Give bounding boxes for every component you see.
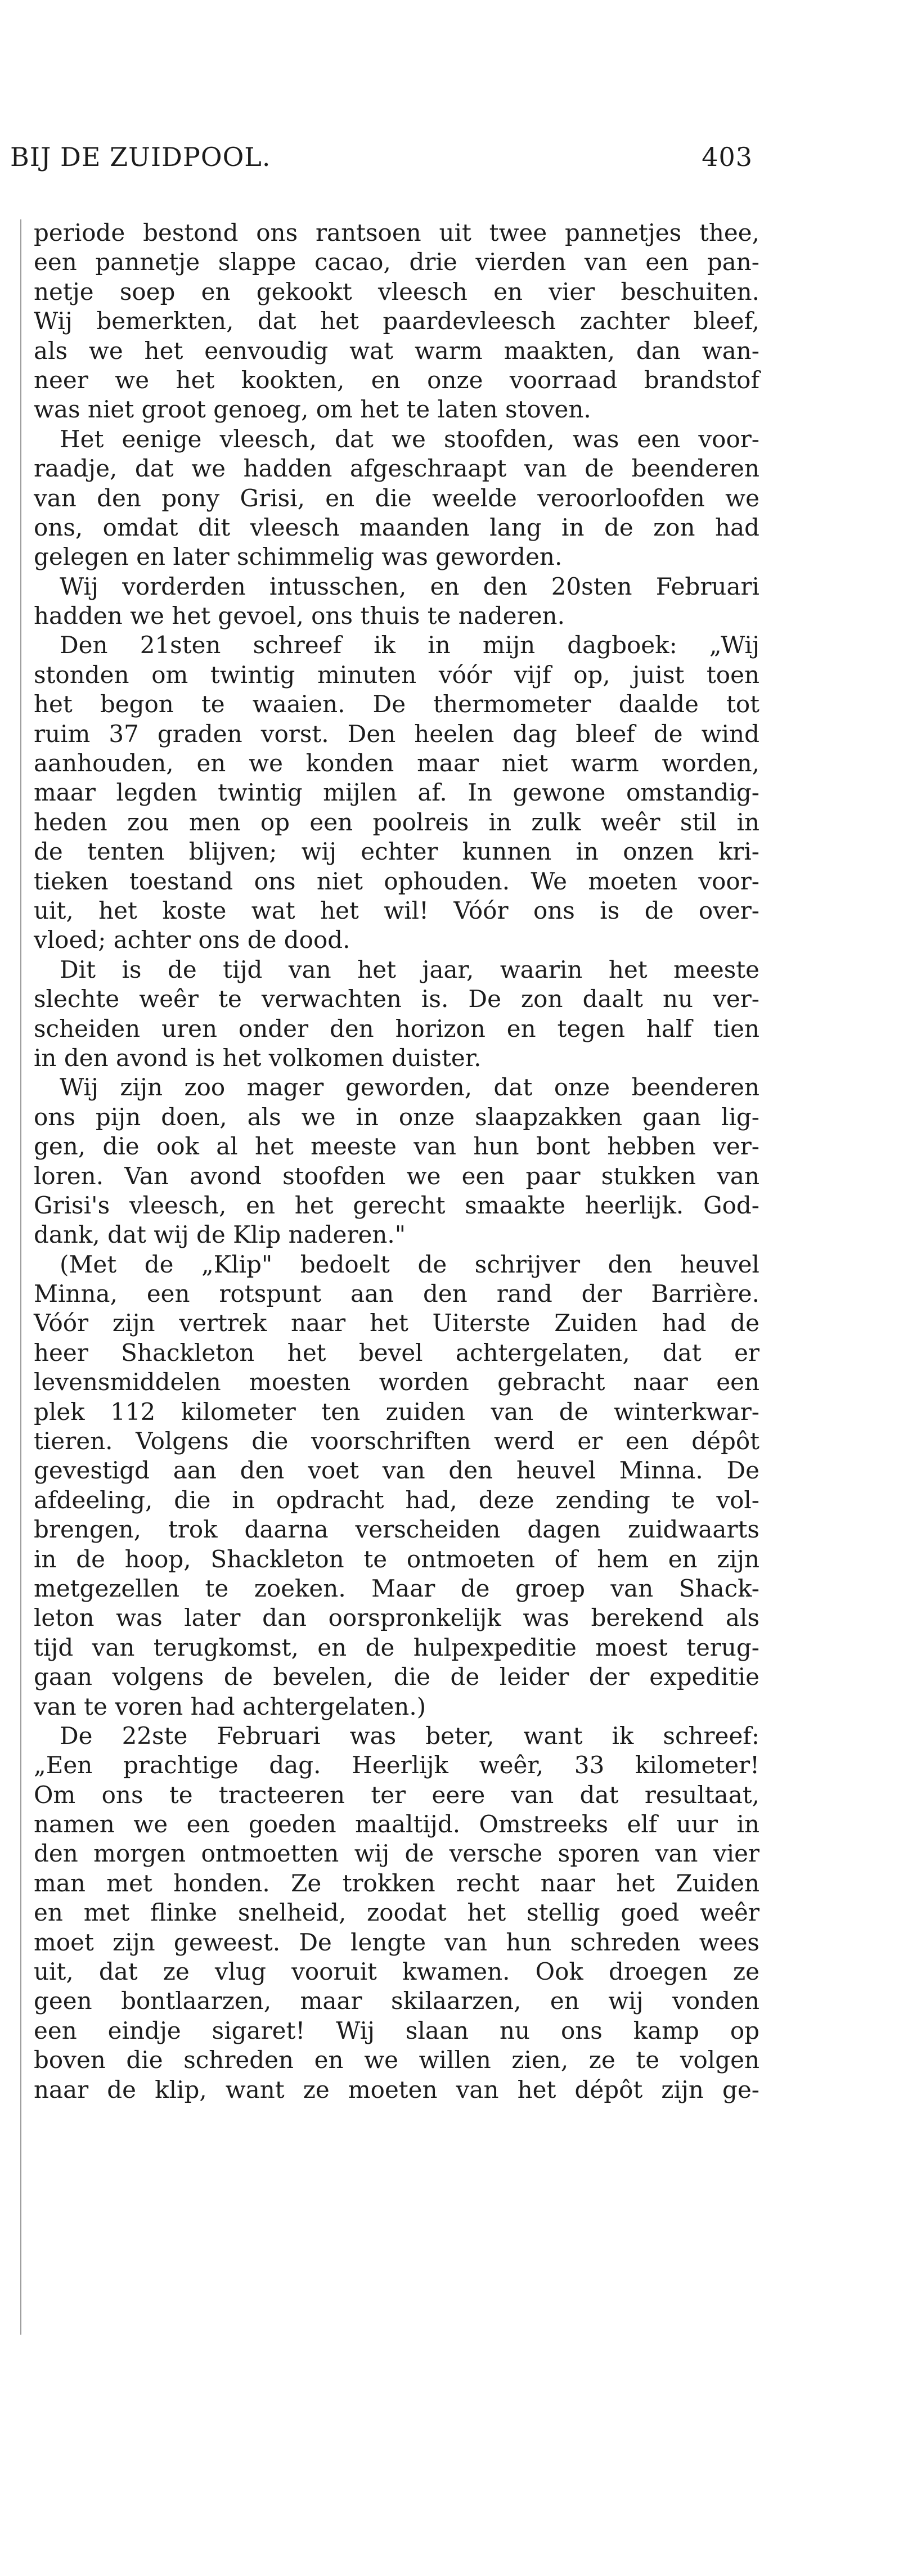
- text-line: den morgen ontmoetten wij de versche sporen van vier: [34, 1840, 759, 1868]
- text-line: namen we een goeden maaltijd. Omstreeks elf uur in: [34, 1810, 759, 1838]
- text-line: leton was later dan oorspronkelijk was berekend als: [34, 1604, 759, 1632]
- text-line: heer Shackleton het bevel achtergelaten, dat er: [34, 1338, 759, 1366]
- text-line: de tenten blijven; wij echter kunnen in onzen kri-: [34, 838, 759, 866]
- text-line: stonden om twintig minuten vóór vijf op, juist toen: [34, 660, 759, 689]
- text-line: vloed; achter ons de dood.: [34, 926, 350, 954]
- text-line: in de hoop, Shackleton te ontmoeten of hem en zijn: [34, 1545, 759, 1573]
- text-line: dank, dat wij de Klip naderen.": [34, 1221, 406, 1249]
- text-line: Om ons te tracteeren ter eere van dat resultaat,: [34, 1781, 759, 1809]
- text-line: van den pony Grisi, en die weelde veroorloofden we: [34, 484, 759, 512]
- page-number: 403: [702, 142, 753, 172]
- text-line: levensmiddelen moesten worden gebracht naar een: [34, 1368, 759, 1396]
- text-line: man met honden. Ze trokken recht naar het Zuiden: [34, 1869, 759, 1897]
- text-line: periode bestond ons rantsoen uit twee pannetjes thee,: [34, 219, 759, 246]
- text-line: gen, die ook al het meeste van hun bont hebben ver-: [34, 1132, 759, 1161]
- text-line: Het eenige vleesch, dat we stoofden, was een voor-: [60, 425, 759, 453]
- text-line: neer we het kookten, en onze voorraad brandstof: [34, 366, 759, 394]
- text-line: uit, dat ze vlug vooruit kwamen. Ook droegen ze: [34, 1958, 759, 1986]
- text-line: slechte weêr te verwachten is. De zon daalt nu ver-: [34, 985, 759, 1013]
- text-line: metgezellen te zoeken. Maar de groep van Shack-: [34, 1574, 759, 1602]
- text-line: „Een prachtige dag. Heerlijk weêr, 33 kilometer!: [34, 1751, 759, 1779]
- text-line: was niet groot genoeg, om het te laten stoven.: [34, 395, 591, 424]
- text-line: De 22ste Februari was beter, want ik schreef:: [60, 1721, 759, 1750]
- text-line: naar de klip, want ze moeten van het dépôt zijn ge-: [34, 2075, 759, 2103]
- text-line: netje soep en gekookt vleesch en vier beschuiten.: [34, 277, 759, 305]
- text-line: tijd van terugkomst, en de hulpexpeditie moest terug-: [34, 1633, 759, 1661]
- text-line: Den 21sten schreef ik in mijn dagboek: „Wij: [60, 631, 759, 659]
- text-line: in den avond is het volkomen duister.: [34, 1044, 482, 1072]
- running-title: BIJ DE ZUIDPOOL.: [10, 142, 271, 172]
- text-line: Wij bemerkten, dat het paardevleesch zachter bleef,: [34, 307, 759, 335]
- running-header: [10, 142, 753, 181]
- text-line: ons, omdat dit vleesch maanden lang in de zon had: [34, 513, 759, 541]
- text-line: Minna, een rotspunt aan den rand der Barrière.: [34, 1280, 759, 1308]
- text-line: tieken toestand ons niet ophouden. We moeten voor-: [34, 867, 759, 895]
- margin-rule: [20, 219, 21, 2335]
- text-line: moet zijn geweest. De lengte van hun schreden wees: [34, 1928, 759, 1956]
- body-text: [34, 218, 759, 2105]
- text-line: ons pijn doen, als we in onze slaapzakken gaan lig-: [34, 1103, 759, 1131]
- text-line: gelegen en later schimmelig was geworden.: [34, 543, 563, 571]
- text-line: plek 112 kilometer ten zuiden van de winterkwar-: [34, 1397, 759, 1426]
- text-line: heden zou men op een poolreis in zulk weêr stil in: [34, 808, 759, 836]
- text-line: en met flinke snelheid, zoodat het stellig goed weêr: [34, 1899, 759, 1927]
- text-line: Vóór zijn vertrek naar het Uiterste Zuiden had de: [34, 1309, 759, 1337]
- text-line: scheiden uren onder den horizon en tegen half tien: [34, 1014, 759, 1042]
- text-line: ruim 37 graden vorst. Den heelen dag bleef de wind: [34, 720, 759, 748]
- text-line: aanhouden, en we konden maar niet warm worden,: [34, 749, 759, 777]
- text-line: uit, het koste wat het wil! Vóór ons is de over-: [34, 896, 759, 924]
- text-line: geen bontlaarzen, maar skilaarzen, en wij vonden: [34, 1987, 759, 2015]
- text-line: raadje, dat we hadden afgeschraapt van de beenderen: [34, 455, 759, 483]
- text-line: Dit is de tijd van het jaar, waarin het meeste: [60, 955, 759, 983]
- text-line: afdeeling, die in opdracht had, deze zending te vol-: [34, 1486, 759, 1514]
- text-line: boven die schreden en we willen zien, ze te volgen: [34, 2046, 759, 2074]
- text-line: een eindje sigaret! Wij slaan nu ons kamp op: [34, 2016, 759, 2044]
- text-line: Wij zijn zoo mager geworden, dat onze beenderen: [60, 1073, 759, 1102]
- text-line: Wij vorderden intusschen, en den 20sten Februari: [60, 572, 759, 600]
- text-line: gaan volgens de bevelen, die de leider der expeditie: [34, 1663, 759, 1691]
- text-line: het begon te waaien. De thermometer daalde tot: [34, 690, 759, 718]
- text-line: (Met de „Klip" bedoelt de schrijver den heuvel: [60, 1250, 759, 1278]
- text-line: maar legden twintig mijlen af. In gewone omstandig-: [34, 779, 759, 807]
- text-line: gevestigd aan den voet van den heuvel Minna. De: [34, 1456, 759, 1485]
- text-line: van te voren had achtergelaten.): [34, 1692, 426, 1720]
- text-line: brengen, trok daarna verscheiden dagen zuidwaarts: [34, 1516, 759, 1544]
- text-line: hadden we het gevoel, ons thuis te naderen.: [34, 602, 565, 630]
- text-line: Grisi's vleesch, en het gerecht smaakte heerlijk. God-: [34, 1191, 759, 1219]
- text-line: een pannetje slappe cacao, drie vierden van een pan-: [34, 248, 759, 276]
- text-line: loren. Van avond stoofden we een paar stukken van: [34, 1162, 759, 1190]
- text-line: tieren. Volgens die voorschriften werd er een dépôt: [34, 1427, 759, 1455]
- text-line: als we het eenvoudig wat warm maakten, dan wan-: [34, 336, 759, 365]
